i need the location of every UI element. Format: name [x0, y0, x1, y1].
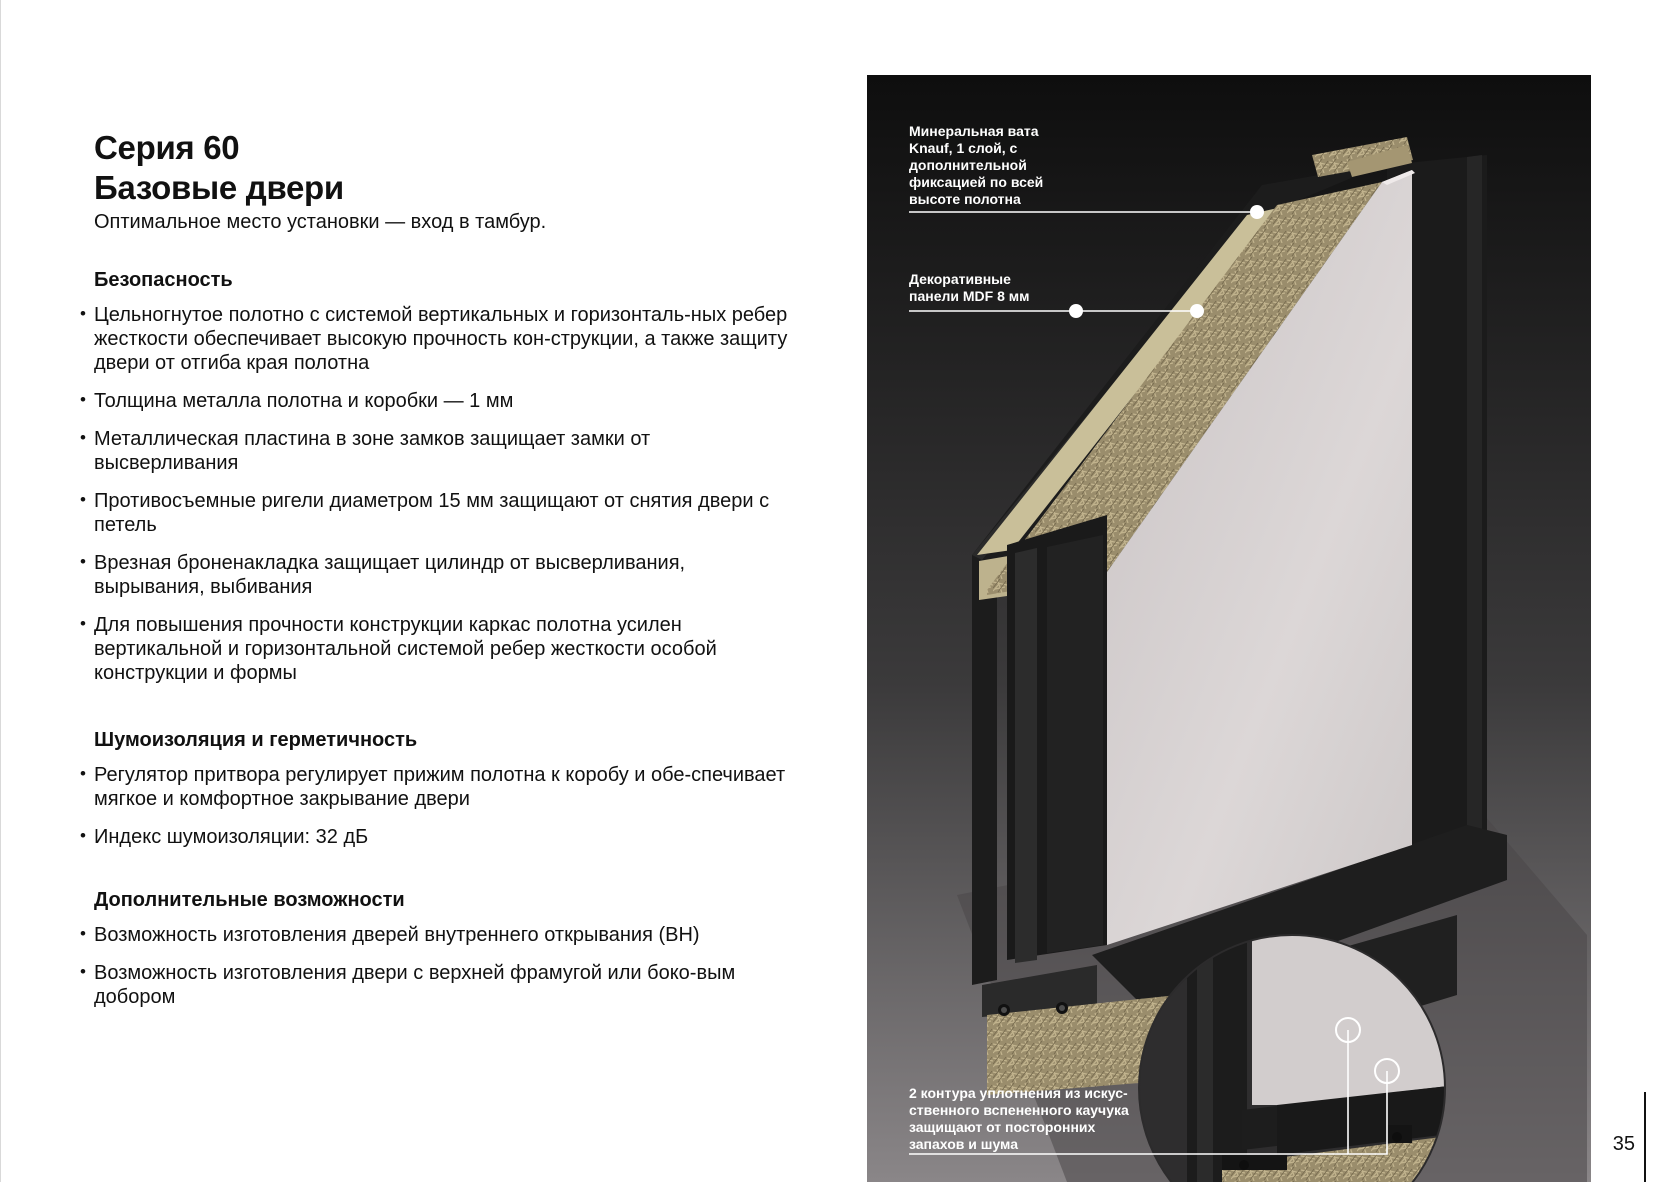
list-item: • Врезная броненакладка защищает цилиндр от высверливания, вырывания, выбивания — [94, 551, 794, 599]
title-line-series: Серия 60 — [94, 129, 240, 166]
section-heading-security: Безопасность — [94, 269, 233, 291]
list-item: • Возможность изготовления дверей внутреннего открывания (ВН) — [94, 923, 794, 947]
list-item: • Металлическая пластина в зоне замков защищает замки от высверливания — [94, 427, 794, 475]
extra-list — [94, 923, 794, 1009]
noise-list — [94, 763, 794, 849]
list-item: • Цельногнутое полотно с системой вертикальных и горизонталь-ных ребер жесткости обеспечивает высокую прочность кон-струкции, а также защиту двери от отгиба края полотна — [94, 303, 794, 375]
door-cutaway-figure — [867, 75, 1591, 1182]
list-item: • Толщина металла полотна и коробки — 1 мм — [94, 389, 794, 413]
title-line-product: Базовые двери — [94, 169, 344, 206]
section-noise — [94, 727, 794, 863]
callout-dot-panel-front — [1069, 304, 1083, 318]
page-subtitle: Оптимальное место установки — вход в тамбур. — [94, 211, 547, 233]
section-security — [94, 267, 794, 699]
page-edge-line — [0, 0, 1, 1182]
page-title — [94, 128, 344, 208]
list-item: • Возможность изготовления двери с верхней фрамугой или боко-вым добором — [94, 961, 794, 1009]
callout-insulation: Минеральная вата Knauf, 1 слой, с дополнительной фиксацией по всей высоте полотна — [909, 123, 1044, 207]
section-heading-noise: Шумоизоляция и герметичность — [94, 729, 418, 751]
page-number: 35 — [1612, 1133, 1635, 1155]
callout-seals: 2 контура уплотнения из искус- ственного вспененного каучука защищают от посторонних запахов и шума — [909, 1085, 1129, 1152]
section-extra — [94, 887, 794, 1023]
list-item: • Регулятор притвора регулирует прижим полотна к коробу и обе-спечивает мягкое и комфортное закрывание двери — [94, 763, 794, 811]
callout-dot-insulation — [1250, 205, 1264, 219]
callout-panels: Декоративные панели MDF 8 мм — [909, 271, 1030, 304]
list-item: • Для повышения прочности конструкции каркас полотна усилен вертикальной и горизонтальной системой ребер жесткости особой конструкции и формы — [94, 613, 794, 685]
section-heading-extra: Дополнительные возможности — [94, 889, 405, 911]
door-cutaway-illustration — [867, 75, 1591, 1182]
security-list — [94, 303, 794, 685]
list-item: • Противосъемные ригели диаметром 15 мм защищают от снятия двери с петель — [94, 489, 794, 537]
page-number-rule — [1644, 1092, 1646, 1182]
callout-dot-panel-back — [1190, 304, 1204, 318]
list-item: • Индекс шумоизоляции: 32 дБ — [94, 825, 794, 849]
